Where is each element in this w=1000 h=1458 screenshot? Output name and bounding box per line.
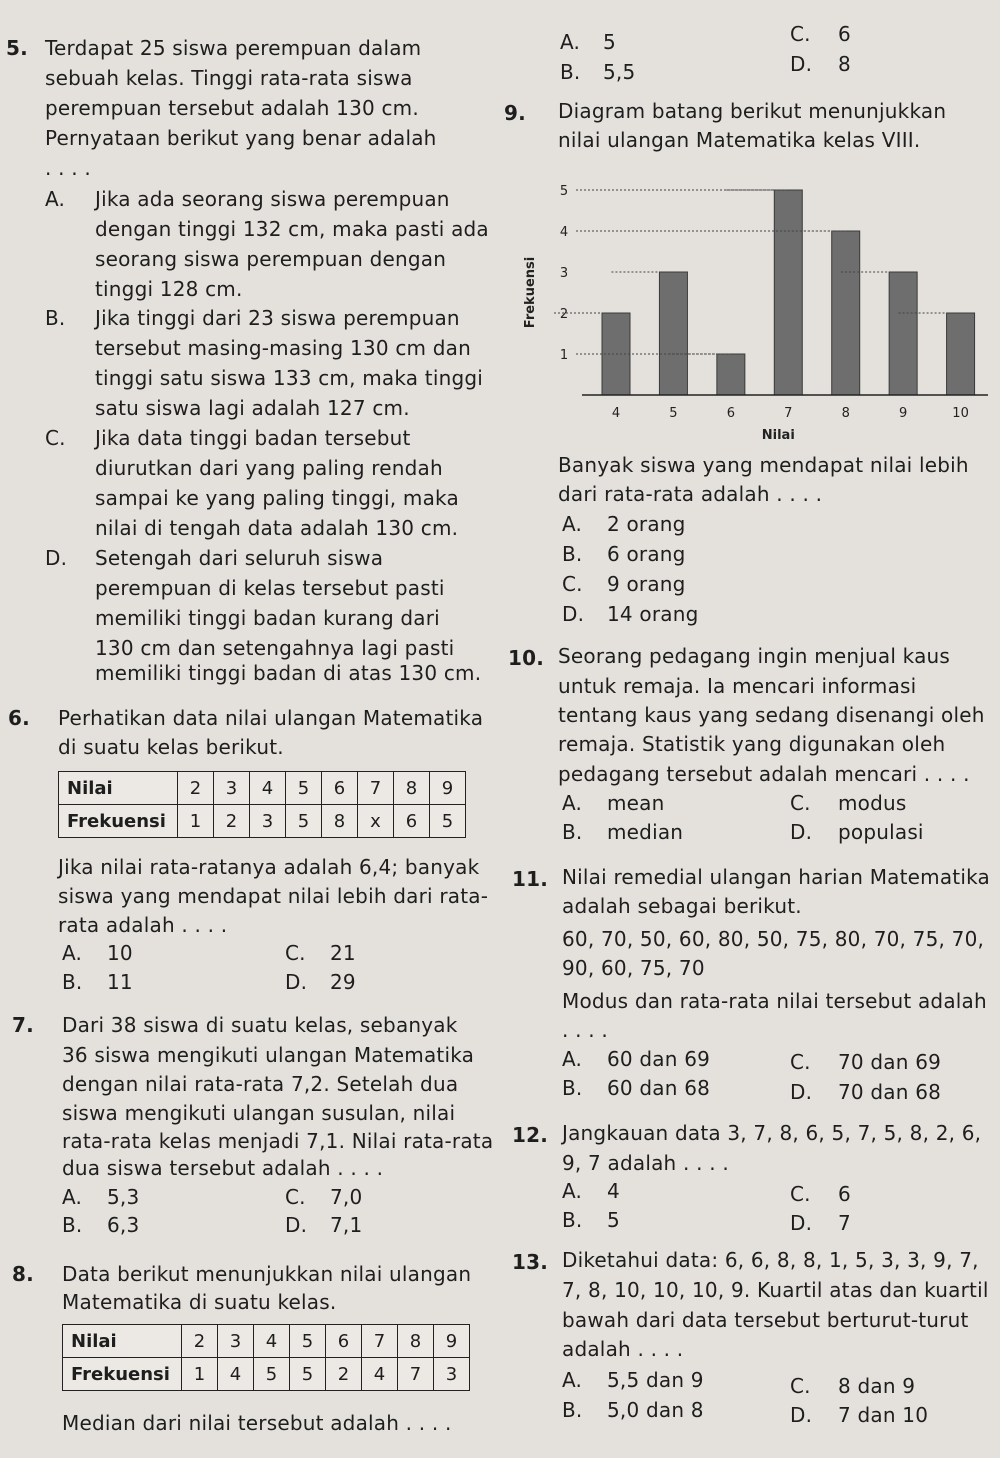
option-label[interactable]: B. (562, 1398, 583, 1422)
question-number: 11. (512, 867, 549, 891)
option-text: mean (607, 791, 665, 815)
question-text: Pernyataan berikut yang benar adalah (45, 126, 437, 150)
question-text: Banyak siswa yang mendapat nilai lebih (558, 453, 969, 477)
option-text: 8 dan 9 (838, 1374, 916, 1398)
option-text: median (607, 820, 684, 844)
option-text: Setengah dari seluruh siswa (95, 546, 384, 570)
option-label[interactable]: C. (45, 426, 66, 450)
table-cell: 5 (290, 1325, 326, 1358)
table-header-cell: Frekuensi (59, 805, 178, 838)
option-text: 5,5 dan 9 (607, 1368, 704, 1392)
option-text: 5,0 dan 8 (607, 1398, 704, 1422)
y-tick-label: 4 (559, 225, 569, 240)
question-text: dua siswa tersebut adalah . . . . (62, 1156, 384, 1180)
table-cell: 1 (182, 1358, 218, 1391)
question-text: Dari 38 siswa di suatu kelas, sebanyak (62, 1013, 458, 1037)
option-label[interactable]: B. (45, 306, 66, 330)
question-number: 7. (12, 1013, 34, 1037)
option-label[interactable]: A. (562, 791, 583, 815)
option-label[interactable]: D. (790, 820, 813, 844)
option-label[interactable]: D. (45, 546, 68, 570)
option-text: satu siswa lagi adalah 127 cm. (95, 396, 410, 420)
option-label[interactable]: A. (562, 512, 583, 536)
question-number: 5. (6, 36, 28, 60)
option-text: diurutkan dari yang paling rendah (95, 456, 443, 480)
question-text: remaja. Statistik yang digunakan oleh (558, 732, 946, 756)
data-table (58, 771, 466, 838)
question-text: di suatu kelas berikut. (58, 735, 284, 759)
table-cell: 8 (322, 805, 358, 838)
x-tick-label: 10 (952, 406, 969, 421)
option-text: 4 (607, 1179, 620, 1203)
bar-chart (520, 175, 990, 445)
option-text: 5,5 (603, 60, 636, 84)
question-text: 9, 7 adalah . . . . (562, 1151, 729, 1175)
table-cell: 4 (218, 1358, 254, 1391)
question-text: perempuan tersebut adalah 130 cm. (45, 96, 419, 120)
table-cell: 8 (398, 1325, 434, 1358)
option-text: 7 dan 10 (838, 1403, 929, 1427)
table-cell: 6 (322, 772, 358, 805)
question-text: Seorang pedagang ingin menjual kaus (558, 644, 951, 668)
option-label[interactable]: C. (790, 1050, 811, 1074)
question-text: Terdapat 25 siswa perempuan dalam (45, 36, 422, 60)
y-tick-label: 1 (559, 348, 569, 363)
option-text: tinggi satu siswa 133 cm, maka tinggi (95, 366, 484, 390)
question-text: nilai ulangan Matematika kelas VIII. (558, 128, 921, 152)
bar (717, 354, 745, 395)
option-label[interactable]: B. (562, 820, 583, 844)
table-cell: 2 (214, 805, 250, 838)
option-label[interactable]: D. (285, 970, 308, 994)
option-label[interactable]: D. (790, 1403, 813, 1427)
table-row (63, 1325, 470, 1358)
y-tick-label: 5 (559, 184, 569, 199)
option-text: 21 (330, 941, 356, 965)
option-label[interactable]: D. (285, 1213, 308, 1237)
y-tick-label: 2 (559, 307, 569, 322)
option-text: 6 (838, 22, 851, 46)
question-number: 8. (12, 1262, 34, 1286)
question-text: adalah sebagai berikut. (562, 894, 802, 918)
table-cell: 2 (182, 1325, 218, 1358)
option-text: nilai di tengah data adalah 130 cm. (95, 516, 459, 540)
option-text: 6 orang (607, 542, 686, 566)
x-tick-label: 7 (784, 406, 793, 421)
option-text: seorang siswa perempuan dengan (95, 247, 447, 271)
table-cell: 9 (434, 1325, 470, 1358)
x-tick-label: 8 (841, 406, 850, 421)
table-cell: 3 (434, 1358, 470, 1391)
question-text: adalah . . . . (562, 1337, 684, 1361)
question-text: . . . . (45, 156, 91, 180)
y-tick-label: 3 (559, 266, 569, 281)
question-text: Data berikut menunjukkan nilai ulangan (62, 1262, 472, 1286)
data-table (62, 1324, 470, 1391)
question-text: . . . . (562, 1018, 608, 1042)
option-label[interactable]: C. (790, 791, 811, 815)
option-label[interactable]: C. (285, 941, 306, 965)
question-text: Nilai remedial ulangan harian Matematika (562, 865, 990, 889)
option-label[interactable]: B. (560, 60, 581, 84)
question-text: Diketahui data: 6, 6, 8, 8, 1, 5, 3, 3, 9, 7, (562, 1248, 979, 1272)
option-label[interactable]: C. (790, 1374, 811, 1398)
question-text: 36 siswa mengikuti ulangan Matematika (62, 1043, 475, 1067)
table-cell: 2 (178, 772, 214, 805)
table-header-cell: Nilai (59, 772, 178, 805)
x-tick-label: 6 (726, 406, 735, 421)
question-text: rata adalah . . . . (58, 913, 228, 937)
option-label[interactable]: D. (790, 1080, 813, 1104)
table-cell: 5 (290, 1358, 326, 1391)
option-text: 14 orang (607, 602, 699, 626)
bar (889, 272, 917, 395)
option-label[interactable]: A. (45, 187, 66, 211)
option-text: Jika tinggi dari 23 siswa perempuan (95, 306, 460, 330)
table-row (59, 772, 466, 805)
option-text: 70 dan 69 (838, 1050, 942, 1074)
table-row (63, 1358, 470, 1391)
table-cell: 5 (254, 1358, 290, 1391)
question-text: Matematika di suatu kelas. (62, 1290, 337, 1314)
table-cell: 4 (254, 1325, 290, 1358)
question-text: Jangkauan data 3, 7, 8, 6, 5, 7, 5, 8, 2, 6, (562, 1121, 982, 1145)
option-label[interactable]: B. (62, 970, 83, 994)
table-cell: 1 (178, 805, 214, 838)
bar (947, 313, 975, 395)
table-cell: 5 (430, 805, 466, 838)
option-text: tersebut masing-masing 130 cm dan (95, 336, 472, 360)
option-label[interactable]: B. (562, 1076, 583, 1100)
question-text: 60, 70, 50, 60, 80, 50, 75, 80, 70, 75, 70, (562, 927, 985, 951)
table-cell: 7 (398, 1358, 434, 1391)
question-text: 90, 60, 75, 70 (562, 956, 705, 980)
option-text: memiliki tinggi badan di atas 130 cm. (95, 661, 482, 685)
x-tick-label: 5 (669, 406, 678, 421)
table-cell: x (358, 805, 394, 838)
question-number: 13. (512, 1250, 549, 1274)
option-label[interactable]: C. (790, 22, 811, 46)
x-tick-label: 4 (611, 406, 621, 421)
option-text: 9 orang (607, 572, 686, 596)
option-text: dengan tinggi 132 cm, maka pasti ada (95, 217, 489, 241)
option-label[interactable]: B. (62, 1213, 83, 1237)
option-label[interactable]: C. (285, 1185, 306, 1209)
option-label[interactable]: A. (62, 1185, 83, 1209)
table-cell: 5 (286, 805, 322, 838)
table-cell: 6 (326, 1325, 362, 1358)
option-text: 70 dan 68 (838, 1080, 942, 1104)
question-text: pedagang tersebut adalah mencari . . . . (558, 762, 970, 786)
option-text: 5 (607, 1208, 620, 1232)
question-text: siswa yang mendapat nilai lebih dari rata- (58, 884, 489, 908)
option-text: 5 (603, 30, 616, 54)
option-text: sampai ke yang paling tinggi, maka (95, 486, 459, 510)
option-label[interactable]: D. (790, 52, 813, 76)
option-text: perempuan di kelas tersebut pasti (95, 576, 445, 600)
question-text: Diagram batang berikut menunjukkan (558, 99, 947, 123)
bar (774, 190, 802, 395)
question-text: Modus dan rata-rata nilai tersebut adalah (562, 989, 987, 1013)
x-axis-label: Nilai (761, 428, 795, 443)
question-text: rata-rata kelas menjadi 7,1. Nilai rata-rata (62, 1129, 494, 1153)
question-text: dari rata-rata adalah . . . . (558, 482, 823, 506)
table-row (59, 805, 466, 838)
option-text: 130 cm dan setengahnya lagi pasti (95, 636, 455, 660)
table-cell: 5 (286, 772, 322, 805)
option-label[interactable]: A. (562, 1047, 583, 1071)
x-tick-label: 9 (899, 406, 908, 421)
option-text: 2 orang (607, 512, 686, 536)
table-header-cell: Nilai (63, 1325, 182, 1358)
table-cell: 3 (218, 1325, 254, 1358)
option-text: memiliki tinggi badan kurang dari (95, 606, 440, 630)
table-cell: 8 (394, 772, 430, 805)
table-cell: 3 (214, 772, 250, 805)
option-text: populasi (838, 820, 924, 844)
option-label[interactable]: B. (562, 542, 583, 566)
table-cell: 7 (362, 1325, 398, 1358)
question-number: 12. (512, 1123, 549, 1147)
option-text: Jika ada seorang siswa perempuan (95, 187, 450, 211)
option-label[interactable]: A. (562, 1179, 583, 1203)
option-label[interactable]: D. (790, 1211, 813, 1235)
bar (832, 231, 860, 395)
question-text: Median dari nilai tersebut adalah . . . . (62, 1411, 452, 1435)
question-text: 7, 8, 10, 10, 10, 9. Kuartil atas dan kuartil (562, 1278, 989, 1302)
question-text: bawah dari data tersebut berturut-turut (562, 1308, 969, 1332)
option-label[interactable]: A. (62, 941, 83, 965)
table-cell: 6 (394, 805, 430, 838)
table-cell: 4 (362, 1358, 398, 1391)
question-text: dengan nilai rata-rata 7,2. Setelah dua (62, 1072, 459, 1096)
option-text: 7,0 (330, 1185, 363, 1209)
table-header-cell: Frekuensi (63, 1358, 182, 1391)
option-label[interactable]: C. (790, 1182, 811, 1206)
bar (659, 272, 687, 395)
option-label[interactable]: D. (562, 602, 585, 626)
option-text: Jika data tinggi badan tersebut (95, 426, 411, 450)
option-text: 6,3 (107, 1213, 140, 1237)
table-cell: 4 (250, 772, 286, 805)
option-label[interactable]: C. (562, 572, 583, 596)
table-cell: 3 (250, 805, 286, 838)
question-text: tentang kaus yang sedang disenangi oleh (558, 703, 985, 727)
option-text: 8 (838, 52, 851, 76)
option-text: 7 (838, 1211, 851, 1235)
table-cell: 2 (326, 1358, 362, 1391)
option-text: 11 (107, 970, 133, 994)
option-text: 29 (330, 970, 356, 994)
option-text: 6 (838, 1182, 851, 1206)
option-text: tinggi 128 cm. (95, 277, 243, 301)
table-cell: 7 (358, 772, 394, 805)
question-text: Jika nilai rata-ratanya adalah 6,4; banyak (58, 855, 480, 879)
question-text: Perhatikan data nilai ulangan Matematika (58, 706, 484, 730)
option-text: 60 dan 69 (607, 1047, 711, 1071)
option-text: 60 dan 68 (607, 1076, 711, 1100)
option-label[interactable]: A. (560, 30, 581, 54)
question-text: untuk remaja. Ia mencari informasi (558, 674, 917, 698)
option-text: 5,3 (107, 1185, 140, 1209)
option-label[interactable]: A. (562, 1368, 583, 1392)
table-cell: 9 (430, 772, 466, 805)
question-number: 9. (504, 101, 526, 125)
y-axis-label: Frekuensi (523, 256, 538, 329)
question-text: siswa mengikuti ulangan susulan, nilai (62, 1101, 456, 1125)
option-text: 10 (107, 941, 133, 965)
question-text: sebuah kelas. Tinggi rata-rata siswa (45, 66, 413, 90)
option-label[interactable]: B. (562, 1208, 583, 1232)
option-text: modus (838, 791, 907, 815)
question-number: 6. (8, 706, 30, 730)
question-number: 10. (508, 646, 545, 670)
option-text: 7,1 (330, 1213, 363, 1237)
